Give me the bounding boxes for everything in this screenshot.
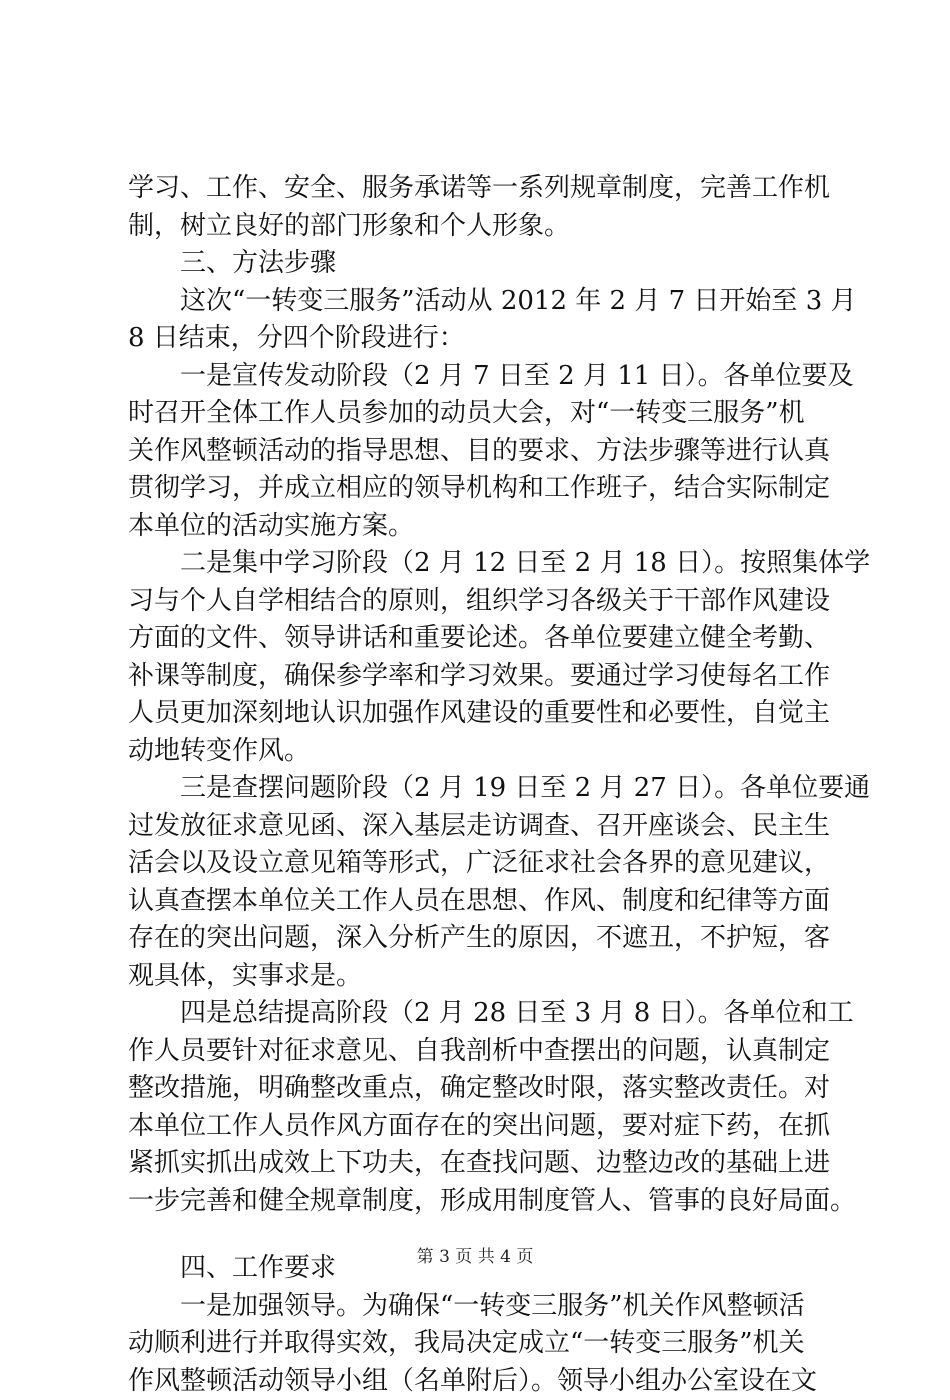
text-line: 紧抓实抓出成效上下功夫，在查找问题、边整边改的基础上进: [128, 1145, 836, 1183]
text-line: 作风整顿活动领导小组（名单附后）。领导小组办公室设在文: [128, 1363, 836, 1400]
text-line: 一是加强领导。为确保“一转变三服务”机关作风整顿活: [128, 1288, 836, 1326]
text-line: 关作风整顿活动的指导思想、目的要求、方法步骤等进行认真: [128, 433, 836, 471]
text-line: 补课等制度，确保参学率和学习效果。要通过学习使每名工作: [128, 658, 836, 696]
text-line: 二是集中学习阶段（2 月 12 日至 2 月 18 日）。按照集体学: [128, 545, 836, 583]
text-line: 过发放征求意见函、深入基层走访调查、召开座谈会、民主生: [128, 808, 836, 846]
text-line: 制，树立良好的部门形象和个人形象。: [128, 208, 836, 246]
text-line: 存在的突出问题，深入分析产生的原因，不遮丑，不护短，客: [128, 920, 836, 958]
text-line: 四、工作要求: [128, 1250, 836, 1288]
page-footer: 第 3 页 共 4 页: [0, 1242, 950, 1267]
text-line: 人员更加深刻地认识加强作风建设的重要性和必要性，自觉主: [128, 695, 836, 733]
text-line: 动地转变作风。: [128, 733, 836, 771]
text-line: 一步完善和健全规章制度，形成用制度管人、管事的良好局面。: [128, 1183, 836, 1221]
text-line: 四是总结提高阶段（2 月 28 日至 3 月 8 日）。各单位和工: [128, 995, 836, 1033]
text-line: 本单位工作人员作风方面存在的突出问题，要对症下药，在抓: [128, 1108, 836, 1146]
text-line: 认真查摆本单位关工作人员在思想、作风、制度和纪律等方面: [128, 883, 836, 921]
text-line: 方面的文件、领导讲话和重要论述。各单位要建立健全考勤、: [128, 620, 836, 658]
text-line: 学习、工作、安全、服务承诺等一系列规章制度，完善工作机: [128, 170, 836, 208]
text-line: 作人员要针对征求意见、自我剖析中查摆出的问题，认真制定: [128, 1033, 836, 1071]
text-line: 8 日结束，分四个阶段进行：: [128, 320, 836, 358]
text-line: 本单位的活动实施方案。: [128, 508, 836, 546]
text-line: 三、方法步骤: [128, 245, 836, 283]
text-line: 习与个人自学相结合的原则，组织学习各级关于干部作风建设: [128, 583, 836, 621]
text-line: 这次“一转变三服务”活动从 2012 年 2 月 7 日开始至 3 月: [128, 283, 836, 321]
text-line: 一是宣传发动阶段（2 月 7 日至 2 月 11 日）。各单位要及: [128, 358, 836, 396]
text-line: 三是查摆问题阶段（2 月 19 日至 2 月 27 日）。各单位要通: [128, 770, 836, 808]
document-body: [128, 170, 836, 1400]
text-line: 整改措施，明确整改重点，确定整改时限，落实整改责任。对: [128, 1070, 836, 1108]
text-line: 动顺利进行并取得实效，我局决定成立“一转变三服务”机关: [128, 1325, 836, 1363]
text-line: 时召开全体工作人员参加的动员大会，对“一转变三服务”机: [128, 395, 836, 433]
text-line: 活会以及设立意见箱等形式，广泛征求社会各界的意见建议，: [128, 845, 836, 883]
text-line: 观具体，实事求是。: [128, 958, 836, 996]
text-line: 贯彻学习，并成立相应的领导机构和工作班子，结合实际制定: [128, 470, 836, 508]
